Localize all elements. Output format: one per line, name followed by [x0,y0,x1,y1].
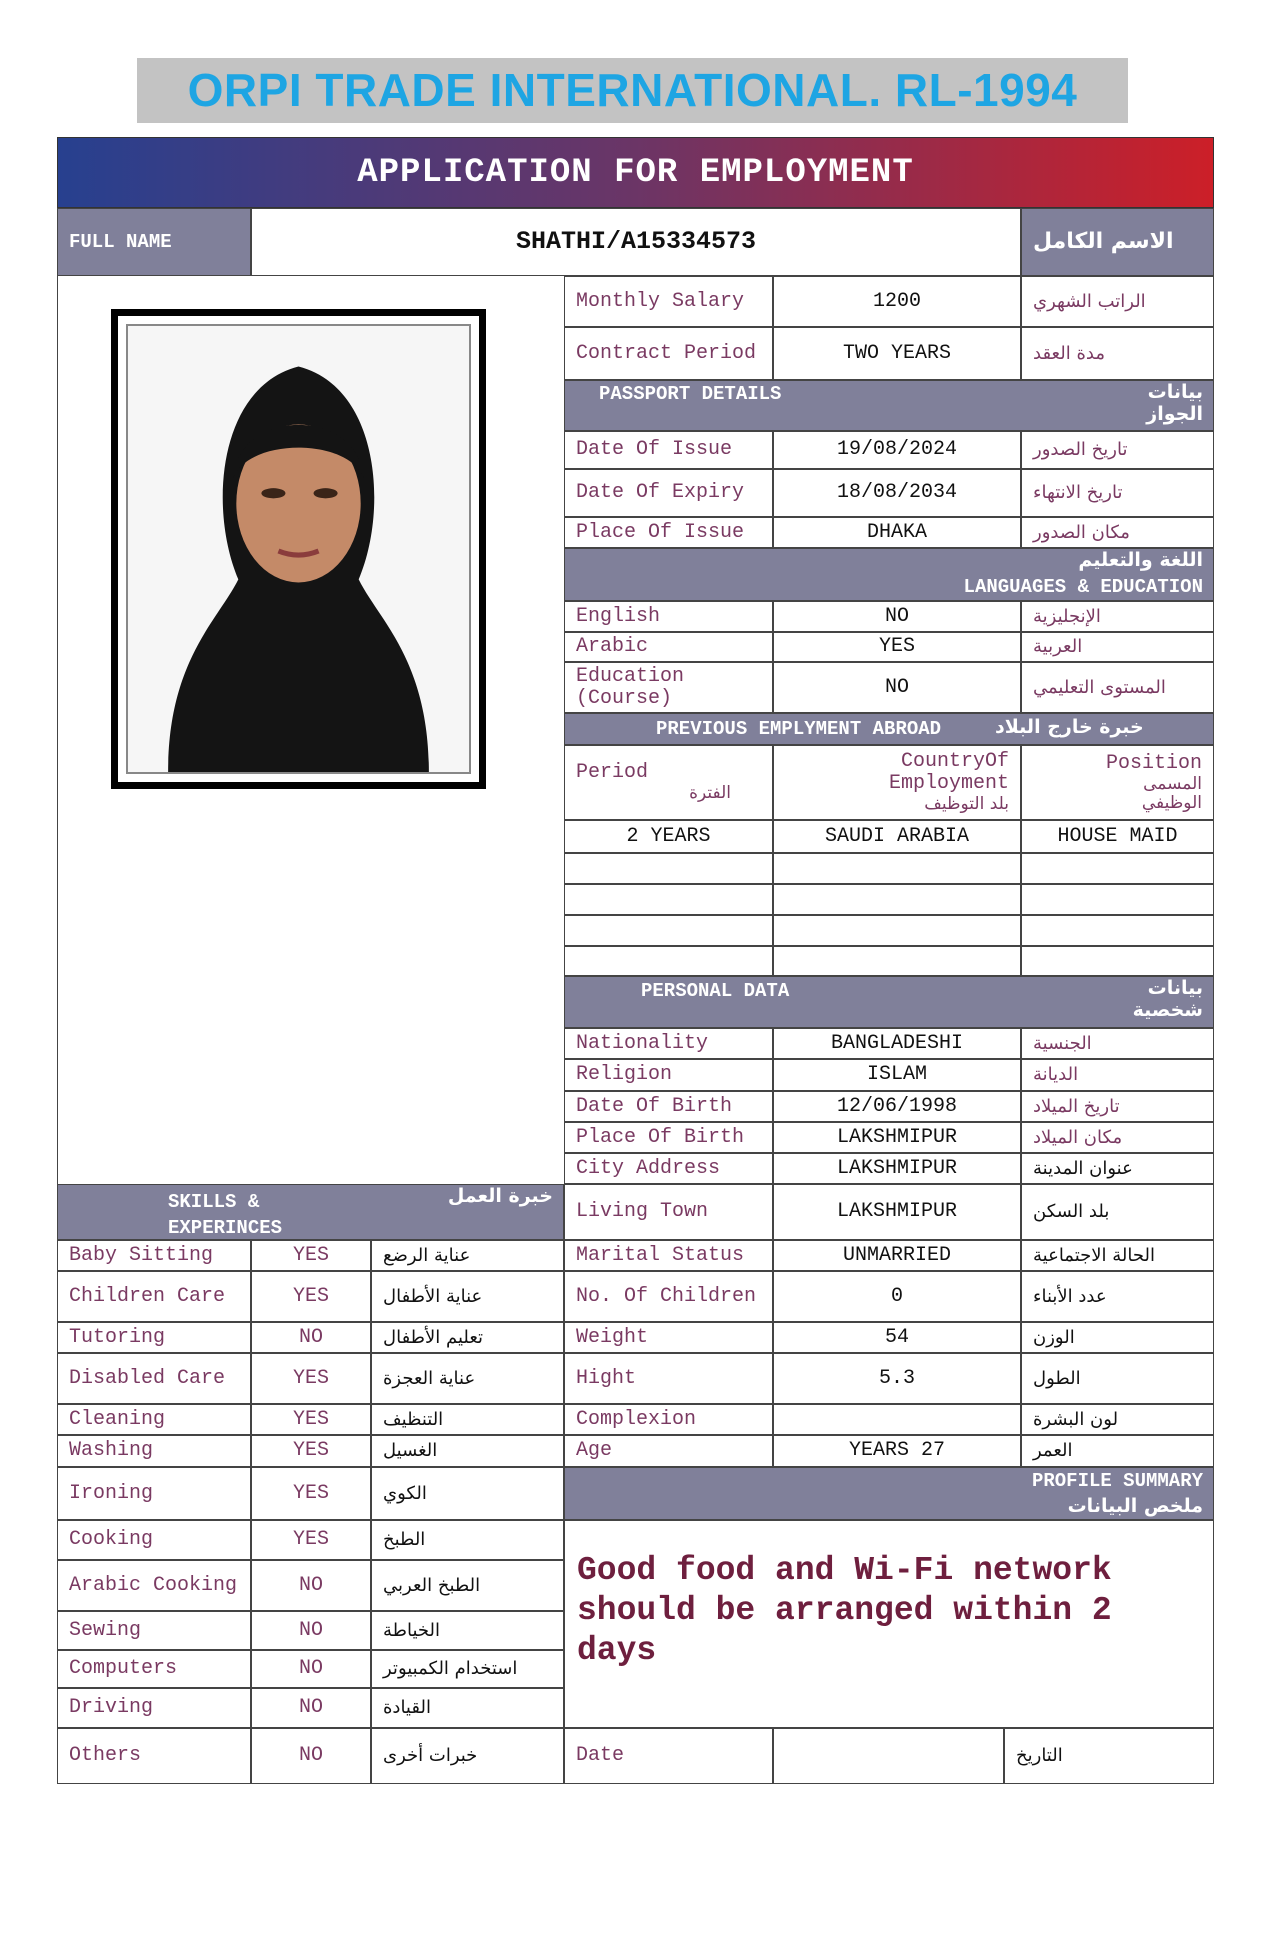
date-of-expiry-label [564,469,773,517]
previous-employment-cell-text: SAUDI ARABIA [824,824,970,848]
arabic-label-text: Arabic [576,635,649,658]
skill-label-text: Arabic Cooking [69,1573,238,1597]
position-header-ar: المسمى الوظيفي [1141,773,1202,813]
previous-employment-cell [564,915,773,946]
religion-value [773,1059,1021,1091]
skill-value [251,1688,371,1728]
date-of-birth-value [773,1091,1021,1122]
weight-value [773,1322,1021,1353]
skill-label-ar-text: استخدام الكمبيوتر [383,1658,518,1680]
skill-label-ar [371,1520,564,1560]
period-header [564,745,773,820]
monthly-salary-value-text: 1200 [872,289,921,313]
marital-status-label [564,1240,773,1271]
date-value[interactable] [773,1728,1004,1784]
skill-label-ar-text: تعليم الأطفال [383,1326,484,1348]
skill-label-ar-text: عناية الأطفال [383,1285,483,1307]
previous-employment-cell [564,884,773,915]
full-name-value-text: SHATHI/A15334573 [515,227,757,257]
skill-label [57,1611,251,1650]
skill-value [251,1240,371,1271]
english-label-ar [1021,601,1214,632]
skill-label [57,1728,251,1784]
place-of-birth-value-text: LAKSHMIPUR [836,1125,958,1149]
date-label-text: Date [576,1744,625,1767]
skill-label-ar-text: التنظيف [383,1408,444,1430]
education-label [564,662,773,713]
skill-label [57,1560,251,1611]
age-label [564,1435,773,1467]
skill-value-text: NO [298,1744,323,1767]
previous-employment-header [564,713,1214,745]
skill-value [251,1611,371,1650]
height-label-text: Hight [576,1366,637,1390]
skill-value-text: NO [298,1618,323,1642]
date-of-issue-label-ar [1021,431,1214,469]
no-of-children-label [564,1271,773,1322]
skill-label-ar [371,1728,564,1784]
profile-summary-text-text: Good food and Wi-Fi network should be arranged within 2 days [577,1552,1112,1669]
no-of-children-label-ar [1021,1271,1214,1322]
date-of-birth-value-text: 12/06/1998 [836,1094,958,1118]
date-of-issue-label-text: Date Of Issue [576,438,733,461]
previous-employment-cell [1021,820,1214,853]
height-label [564,1353,773,1404]
living-town-label-text: Living Town [576,1200,709,1223]
skill-label-ar-text: عناية الرضع [383,1244,471,1266]
country-header-ar: بلد التوظيف [924,794,1009,815]
complexion-label-ar [1021,1404,1214,1435]
age-value [773,1435,1021,1467]
skill-label-ar-text: الخياطة [383,1619,440,1641]
religion-label-ar-text: الديانة [1033,1064,1079,1086]
education-label-ar [1021,662,1214,713]
skill-value [251,1322,371,1353]
passport-title: PASSPORT DETAILS [599,383,782,405]
personal-title: PERSONAL DATA [641,980,790,1002]
skill-value [251,1728,371,1784]
age-value-text: YEARS 27 [848,1439,945,1462]
skill-value-text: NO [298,1325,323,1349]
city-address-label-ar [1021,1153,1214,1184]
skill-value-text: NO [298,1696,323,1719]
previous-employment-cell [773,820,1021,853]
arabic-label-ar [1021,632,1214,662]
profile-title-ar: ملخص البيانات [1067,1495,1203,1517]
previous-employment-cell [564,820,773,853]
skill-value-text: YES [292,1284,329,1308]
date-of-expiry-label-ar-text: تاريخ الانتهاء [1033,482,1123,504]
arabic-label [564,632,773,662]
age-label-text: Age [576,1439,613,1462]
photo-area-border [57,276,564,1184]
marital-status-label-text: Marital Status [576,1243,745,1267]
weight-label-text: Weight [576,1325,649,1349]
living-town-label-ar [1021,1184,1214,1240]
age-label-ar [1021,1435,1214,1467]
skill-label-text: Washing [69,1439,154,1462]
skill-label-ar-text: عناية العجزة [383,1367,476,1389]
nationality-label-ar-text: الجنسية [1033,1032,1092,1054]
previous-employment-cell [773,884,1021,915]
full-name-label-ar [1021,208,1214,276]
skill-label-text: Disabled Care [69,1366,226,1390]
previous-employment-cell [1021,946,1214,976]
no-of-children-value-text: 0 [890,1284,903,1308]
city-address-value-text: LAKSHMIPUR [836,1156,958,1180]
previous-employment-cell [773,915,1021,946]
personal-data-header [564,976,1214,1028]
skill-label-text: Children Care [69,1284,226,1308]
skill-label [57,1435,251,1467]
skill-value [251,1271,371,1322]
no-of-children-label-text: No. Of Children [576,1284,757,1308]
company-banner: ORPI TRADE INTERNATIONAL. RL-1994 [137,58,1128,123]
skill-value [251,1520,371,1560]
date-of-birth-label-ar [1021,1091,1214,1122]
skill-label-text: Ironing [69,1481,154,1505]
education-label-text: Education (Course) [576,664,685,710]
country-header [773,745,1021,820]
place-of-birth-label [564,1122,773,1153]
date-of-birth-label-ar-text: تاريخ الميلاد [1033,1095,1120,1117]
weight-value-text: 54 [884,1325,909,1349]
skill-value-text: YES [292,1407,329,1431]
skill-value-text: NO [298,1573,323,1597]
skill-label-ar-text: الطبخ العربي [383,1574,481,1596]
previous-employment-cell [1021,884,1214,915]
full-name-value [251,208,1021,276]
skill-label-text: Sewing [69,1618,142,1642]
no-of-children-value [773,1271,1021,1322]
marital-status-label-ar-text: الحالة الاجتماعية [1033,1244,1155,1266]
city-address-value [773,1153,1021,1184]
previous-title: PREVIOUS EMPLYMENT ABROAD [656,718,942,740]
contract-period-label-text: Contract Period [576,341,757,365]
skill-value [251,1650,371,1688]
previous-employment-cell-text: HOUSE MAID [1057,824,1178,848]
religion-value-text: ISLAM [866,1063,927,1086]
skill-label-text: Cleaning [69,1407,166,1431]
date-of-expiry-value [773,469,1021,517]
date-of-issue-value-text: 19/08/2024 [836,438,958,461]
skill-value [251,1560,371,1611]
skills-title-ar: خبرة العمل [447,1185,553,1207]
place-of-issue-label [564,517,773,548]
skill-label-ar-text: الغسيل [383,1440,438,1462]
skill-label [57,1240,251,1271]
monthly-salary-label [564,276,773,327]
arabic-value-text: YES [878,635,915,658]
full-name-label [57,208,251,276]
place-of-issue-value [773,517,1021,548]
full-name-label-text: FULL NAME [69,230,172,253]
passport-header [564,380,1214,431]
position-header [1021,745,1214,820]
complexion-label-ar-text: لون البشرة [1033,1408,1119,1430]
place-of-birth-label-text: Place Of Birth [576,1125,745,1149]
previous-employment-cell [773,853,1021,884]
skill-label-ar [371,1611,564,1650]
living-town-label-ar-text: بلد السكن [1033,1201,1110,1223]
living-town-value-text: LAKSHMIPUR [836,1200,958,1223]
skill-value-text: NO [298,1657,323,1680]
skill-label-ar [371,1650,564,1688]
skill-label-ar-text: الطبخ [383,1529,426,1551]
skill-label-ar [371,1435,564,1467]
date-of-expiry-label-text: Date Of Expiry [576,481,745,504]
monthly-salary-value [773,276,1021,327]
skill-value-text: YES [292,1243,329,1267]
no-of-children-label-ar-text: عدد الأبناء [1033,1285,1107,1307]
religion-label [564,1059,773,1091]
previous-employment-cell [1021,915,1214,946]
skill-label [57,1271,251,1322]
skill-value [251,1404,371,1435]
skill-label-text: Baby Sitting [69,1243,214,1267]
skill-label-ar [371,1322,564,1353]
nationality-value [773,1028,1021,1059]
skill-label-ar [371,1240,564,1271]
previous-employment-cell [564,946,773,976]
date-label-ar [1004,1728,1214,1784]
complexion-label [564,1404,773,1435]
monthly-salary-label-ar-text: الراتب الشهري [1033,290,1146,312]
date-label [564,1728,773,1784]
arabic-value [773,632,1021,662]
skill-label [57,1650,251,1688]
city-address-label-text: City Address [576,1156,721,1180]
skill-label [57,1404,251,1435]
profile-summary-text [564,1520,1214,1728]
profile-title: PROFILE SUMMARY [1031,1470,1203,1492]
height-label-ar [1021,1353,1214,1404]
nationality-label-text: Nationality [576,1031,709,1055]
monthly-salary-label-text: Monthly Salary [576,289,745,313]
languages-title: LANGUAGES & EDUCATION [963,576,1203,598]
english-value-text: NO [884,604,909,628]
english-value [773,601,1021,632]
education-value-text: NO [884,675,909,699]
place-of-issue-label-ar-text: مكان الصدور [1033,521,1130,543]
skill-label-ar [371,1271,564,1322]
skill-label [57,1353,251,1404]
place-of-issue-label-text: Place Of Issue [576,520,745,544]
living-town-value [773,1184,1021,1240]
place-of-issue-label-ar [1021,517,1214,548]
skill-label [57,1520,251,1560]
country-header-text: CountryOf Employment [888,750,1009,796]
contract-period-value-text: TWO YEARS [842,341,952,365]
skill-label [57,1322,251,1353]
complexion-label-text: Complexion [576,1407,697,1431]
skill-value [251,1467,371,1520]
skill-label-ar-text: الكوي [383,1482,427,1504]
skill-label-ar-text: خبرات أخرى [383,1745,478,1767]
height-value [773,1353,1021,1404]
religion-label-text: Religion [576,1063,673,1086]
nationality-label [564,1028,773,1059]
date-of-issue-label [564,431,773,469]
skill-label-ar-text: القيادة [383,1697,431,1719]
place-of-birth-label-ar-text: مكان الميلاد [1033,1126,1123,1148]
skill-label-text: Computers [69,1657,178,1680]
nationality-label-ar [1021,1028,1214,1059]
date-of-expiry-value-text: 18/08/2034 [836,481,958,504]
personal-title-ar: بيانات شخصية [1132,977,1203,1021]
previous-employment-cell [564,853,773,884]
living-town-label [564,1184,773,1240]
date-of-birth-label [564,1091,773,1122]
skill-value [251,1435,371,1467]
date-of-issue-label-ar-text: تاريخ الصدور [1033,439,1128,461]
contract-period-value [773,327,1021,380]
english-label-text: English [576,604,661,628]
religion-label-ar [1021,1059,1214,1091]
skill-label-text: Others [69,1744,142,1767]
skill-label-ar [371,1467,564,1520]
height-label-ar-text: الطول [1033,1367,1081,1389]
previous-employment-cell [1021,853,1214,884]
arabic-label-ar-text: العربية [1033,636,1083,658]
period-header-text: Period [576,761,649,785]
skill-label-text: Driving [69,1696,154,1719]
profile-summary-header [564,1467,1214,1520]
contract-period-label-ar [1021,327,1214,380]
place-of-birth-value [773,1122,1021,1153]
previous-employment-cell-text: 2 YEARS [626,824,711,848]
skill-value-text: YES [292,1528,329,1551]
place-of-issue-value-text: DHAKA [866,520,927,544]
complexion-value [773,1404,1021,1435]
date-label-ar-text: التاريخ [1016,1745,1063,1767]
languages-title-ar: اللغة والتعليم [1078,549,1203,571]
previous-employment-cell [773,946,1021,976]
nationality-value-text: BANGLADESHI [830,1031,964,1055]
english-label [564,601,773,632]
marital-status-value [773,1240,1021,1271]
weight-label-ar-text: الوزن [1033,1326,1075,1348]
age-label-ar-text: العمر [1033,1440,1073,1462]
languages-header [564,548,1214,601]
city-address-label-ar-text: عنوان المدينة [1033,1157,1133,1179]
contract-period-label [564,327,773,380]
monthly-salary-label-ar [1021,276,1214,327]
form-title: APPLICATION FOR EMPLOYMENT [57,137,1214,208]
height-value-text: 5.3 [878,1366,915,1390]
place-of-birth-label-ar [1021,1122,1214,1153]
skill-label-text: Cooking [69,1528,154,1551]
skill-label-ar [371,1353,564,1404]
skills-header [57,1184,564,1240]
skill-label-text: Tutoring [69,1325,166,1349]
date-of-issue-value [773,431,1021,469]
skill-label [57,1688,251,1728]
previous-title-ar: خبرة خارج البلاد [995,716,1144,738]
skill-value-text: YES [292,1481,329,1505]
passport-title-ar: بيانات الجواز [1146,381,1203,425]
skills-title: SKILLS & EXPERINCES [168,1191,283,1239]
english-label-ar-text: الإنجليزية [1033,605,1101,627]
contract-period-label-ar-text: مدة العقد [1033,342,1105,364]
marital-status-value-text: UNMARRIED [842,1243,952,1267]
skill-value-text: YES [292,1439,329,1462]
skill-value [251,1353,371,1404]
city-address-label [564,1153,773,1184]
date-of-birth-label-text: Date Of Birth [576,1094,733,1118]
weight-label-ar [1021,1322,1214,1353]
skill-label-ar [371,1560,564,1611]
marital-status-label-ar [1021,1240,1214,1271]
skill-label-ar [371,1404,564,1435]
full-name-label-ar-text: الاسم الكامل [1033,228,1174,254]
skill-label-ar [371,1688,564,1728]
skill-value-text: YES [292,1366,329,1390]
education-value [773,662,1021,713]
education-label-ar-text: المستوى التعليمي [1033,676,1166,698]
date-of-expiry-label-ar [1021,469,1214,517]
skill-label [57,1467,251,1520]
position-header-text: Position [1105,751,1202,775]
weight-label [564,1322,773,1353]
period-header-ar: الفترة [689,783,731,804]
